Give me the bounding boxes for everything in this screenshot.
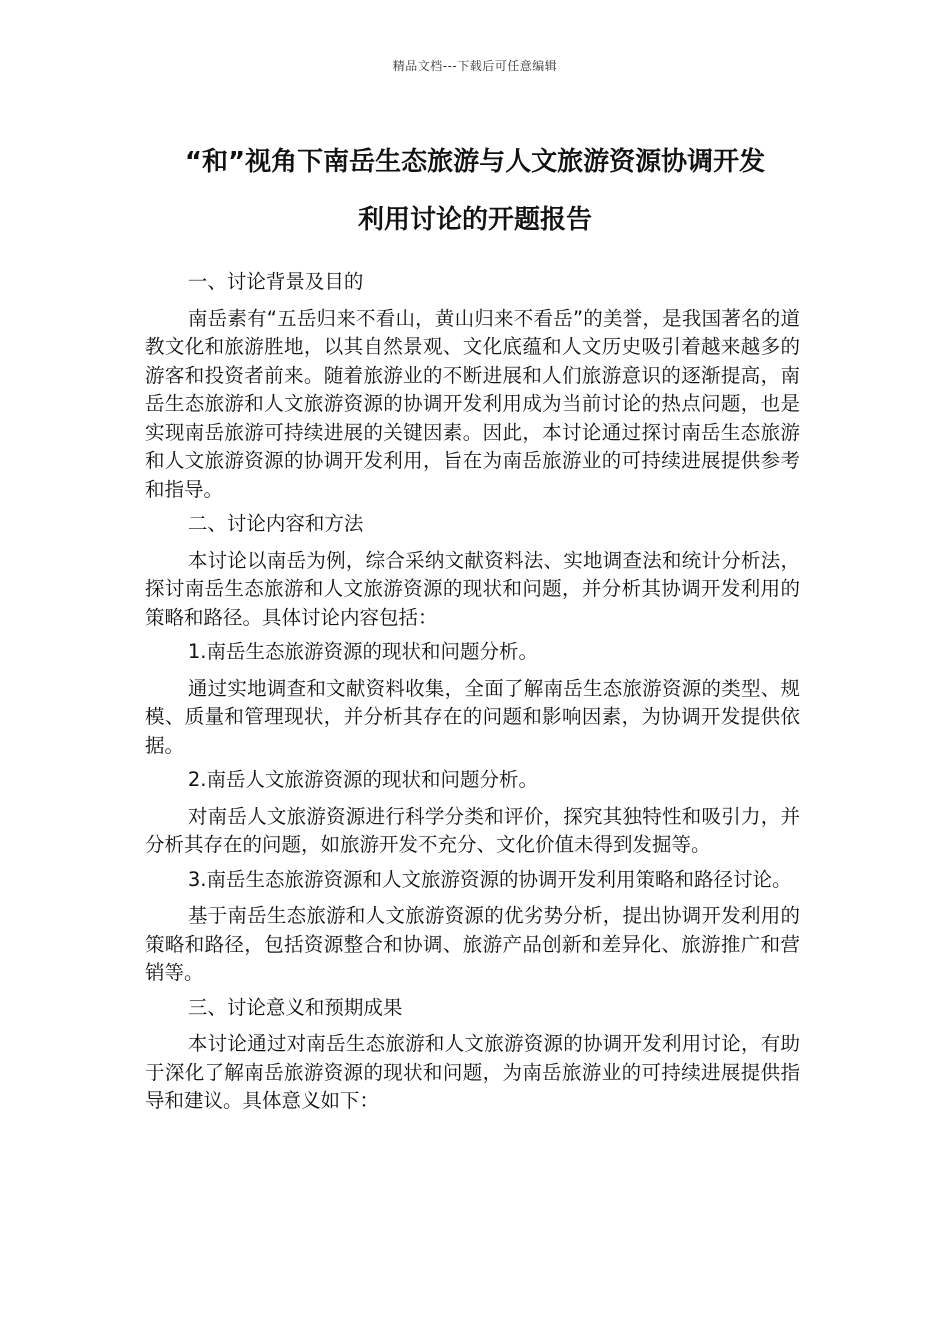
section-2-paragraph: 本讨论以南岳为例，综合采纳文献资料法、实地调查法和统计分析法，探讨南岳生态旅游和人文旅游资源的现状和问题，并分析其协调开发利用的策略和路径。具体讨论内容包括： [145, 548, 800, 629]
item-2-title: 2.南岳人文旅游资源的现状和问题分析。 [187, 768, 538, 791]
document-title [120, 133, 830, 249]
section-3-heading: 三、讨论意义和预期成果 [187, 995, 403, 1019]
item-1-paragraph: 通过实地调查和文献资料收集，全面了解南岳生态旅游资源的类型、规模、质量和管理现状，并分析其存在的问题和影响因素，为协调开发提供依据。 [145, 676, 800, 757]
item-3-title: 3.南岳生态旅游资源和人文旅游资源的协调开发利用策略和路径讨论。 [187, 867, 792, 891]
title-line-2: 利用讨论的开题报告 [357, 205, 592, 235]
document-body [145, 268, 800, 1122]
section-2-heading: 二、讨论内容和方法 [187, 512, 364, 535]
item-2-paragraph: 对南岳人文旅游资源进行科学分类和评价，探究其独特性和吸引力，并分析其存在的问题，如旅游开发不充分、文化价值未得到发掘等。 [145, 804, 800, 856]
section-1-paragraph: 南岳素有“五岳归来不看山，黄山归来不看岳”的美誉，是我国著名的道教文化和旅游胜地，以其自然景观、文化底蕴和人文历史吸引着越来越多的游客和投资者前来。随着旅游业的不断进展和人们旅游意识的逐渐提高，南岳生态旅游和人文旅游资源的协调开发利用成为当前讨论的热点问题，也是实现南岳旅游可持续进展的关键因素。因此，本讨论通过探讨南岳生态旅游和人文旅游资源的协调开发利用，旨在为南岳旅游业的可持续进展提供参考和指导。 [145, 306, 800, 501]
section-1-heading: 一、讨论背景及目的 [187, 270, 364, 293]
section-3-paragraph: 本讨论通过对南岳生态旅游和人文旅游资源的协调开发利用讨论，有助于深化了解南岳旅游资源的现状和问题，为南岳旅游业的可持续进展提供指导和建议。具体意义如下： [145, 1032, 800, 1112]
item-3-paragraph: 基于南岳生态旅游和人文旅游资源的优劣势分析，提出协调开发利用的策略和路径，包括资源整合和协调、旅游产品创新和差异化、旅游推广和营销等。 [145, 904, 800, 984]
header-note: 精品文档---下载后可任意编辑 [392, 59, 558, 73]
item-1-title: 1.南岳生态旅游资源的现状和问题分析。 [187, 640, 538, 663]
title-line-1: “和”视角下南岳生态旅游与人文旅游资源协调开发 [184, 147, 766, 177]
